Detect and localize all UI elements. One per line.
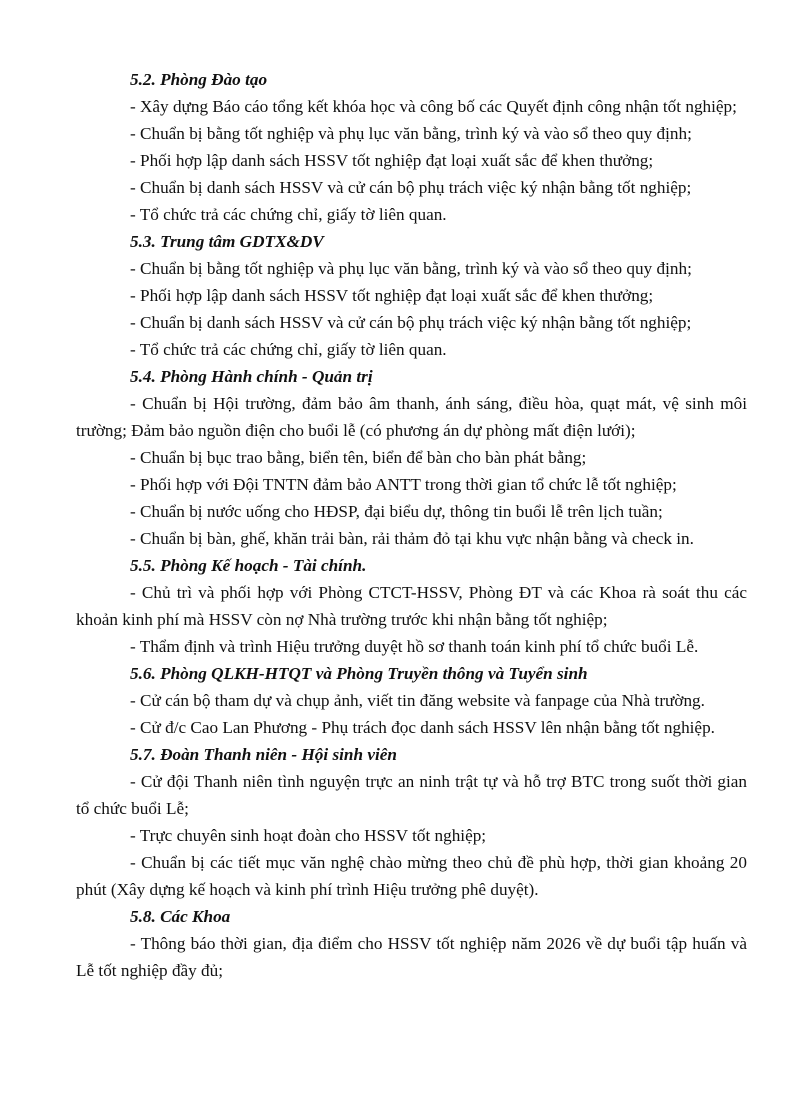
list-item: - Tổ chức trả các chứng chỉ, giấy tờ liên quan.	[130, 340, 447, 359]
section-heading: 5.8. Các Khoa	[130, 907, 231, 926]
list-item: - Chuẩn bị nước uống cho HĐSP, đại biểu dự, thông tin buổi lễ trên lịch tuần;	[130, 502, 663, 521]
list-item: - Phối hợp lập danh sách HSSV tốt nghiệp đạt loại xuất sắc để khen thưởng;	[130, 151, 654, 170]
list-item: - Phối hợp với Đội TNTN đảm bảo ANTT trong thời gian tổ chức lễ tốt nghiệp;	[130, 475, 677, 494]
list-item: - Trực chuyên sinh hoạt đoàn cho HSSV tốt nghiệp;	[130, 826, 487, 845]
list-item: - Cử đội Thanh niên tình nguyện trực an ninh trật tự và hỗ trợ BTC trong suốt thời gian tổ chức buổi Lễ;	[76, 772, 747, 818]
list-item: - Chuẩn bị bằng tốt nghiệp và phụ lục văn bằng, trình ký và vào sổ theo quy định;	[130, 124, 692, 143]
section-5-8	[76, 903, 747, 984]
list-item: - Tổ chức trả các chứng chỉ, giấy tờ liên quan.	[130, 205, 447, 224]
list-item: - Chủ trì và phối hợp với Phòng CTCT-HSSV, Phòng ĐT và các Khoa rà soát thu các khoản kinh phí mà HSSV còn nợ Nhà trường trước khi nhận bằng tốt nghiệp;	[76, 583, 747, 629]
section-5-5	[76, 552, 747, 660]
section-heading: 5.3. Trung tâm GDTX&DV	[130, 232, 324, 251]
list-item: - Phối hợp lập danh sách HSSV tốt nghiệp đạt loại xuất sắc để khen thưởng;	[130, 286, 654, 305]
list-item: - Chuẩn bị Hội trường, đảm bảo âm thanh, ánh sáng, điều hòa, quạt mát, vệ sinh môi trường; Đảm bảo nguồn điện cho buổi lễ (có phương án dự phòng mất điện lưới);	[76, 394, 747, 440]
list-item: - Chuẩn bị bục trao bằng, biển tên, biển để bàn cho bàn phát bằng;	[130, 448, 587, 467]
section-heading: 5.6. Phòng QLKH-HTQT và Phòng Truyền thông và Tuyển sinh	[130, 664, 588, 683]
section-heading: 5.7. Đoàn Thanh niên - Hội sinh viên	[130, 745, 397, 764]
list-item: - Thẩm định và trình Hiệu trưởng duyệt hồ sơ thanh toán kinh phí tổ chức buổi Lễ.	[130, 637, 699, 656]
section-5-2	[130, 66, 747, 228]
list-item: - Chuẩn bị danh sách HSSV và cử cán bộ phụ trách việc ký nhận bằng tốt nghiệp;	[130, 313, 692, 332]
list-item: - Cử đ/c Cao Lan Phương - Phụ trách đọc danh sách HSSV lên nhận bằng tốt nghiệp.	[130, 718, 715, 737]
section-heading: 5.2. Phòng Đào tạo	[130, 70, 268, 89]
list-item: - Chuẩn bị bằng tốt nghiệp và phụ lục văn bằng, trình ký và vào sổ theo quy định;	[130, 259, 692, 278]
list-item: - Cử cán bộ tham dự và chụp ảnh, viết tin đăng website và fanpage của Nhà trường.	[130, 691, 705, 710]
list-item: - Chuẩn bị bàn, ghế, khăn trải bàn, rải thảm đỏ tại khu vực nhận bằng và check in.	[130, 529, 694, 548]
list-item: - Chuẩn bị danh sách HSSV và cử cán bộ phụ trách việc ký nhận bằng tốt nghiệp;	[130, 178, 692, 197]
section-5-7	[76, 741, 747, 903]
section-5-6	[130, 660, 747, 741]
section-5-3	[130, 228, 747, 363]
list-item: - Chuẩn bị các tiết mục văn nghệ chào mừng theo chủ đề phù hợp, thời gian khoảng 20 phút (Xây dựng kế hoạch và kinh phí trình Hiệu trưởng phê duyệt).	[76, 853, 747, 899]
section-heading: 5.4. Phòng Hành chính - Quản trị	[130, 367, 373, 386]
section-heading: 5.5. Phòng Kế hoạch - Tài chính.	[130, 556, 367, 575]
list-item: - Xây dựng Báo cáo tổng kết khóa học và công bố các Quyết định công nhận tốt nghiệp;	[130, 97, 737, 116]
list-item: - Thông báo thời gian, địa điểm cho HSSV tốt nghiệp năm 2026 về dự buổi tập huấn và Lễ tốt nghiệp đầy đủ;	[76, 934, 747, 980]
section-5-4	[76, 363, 747, 552]
